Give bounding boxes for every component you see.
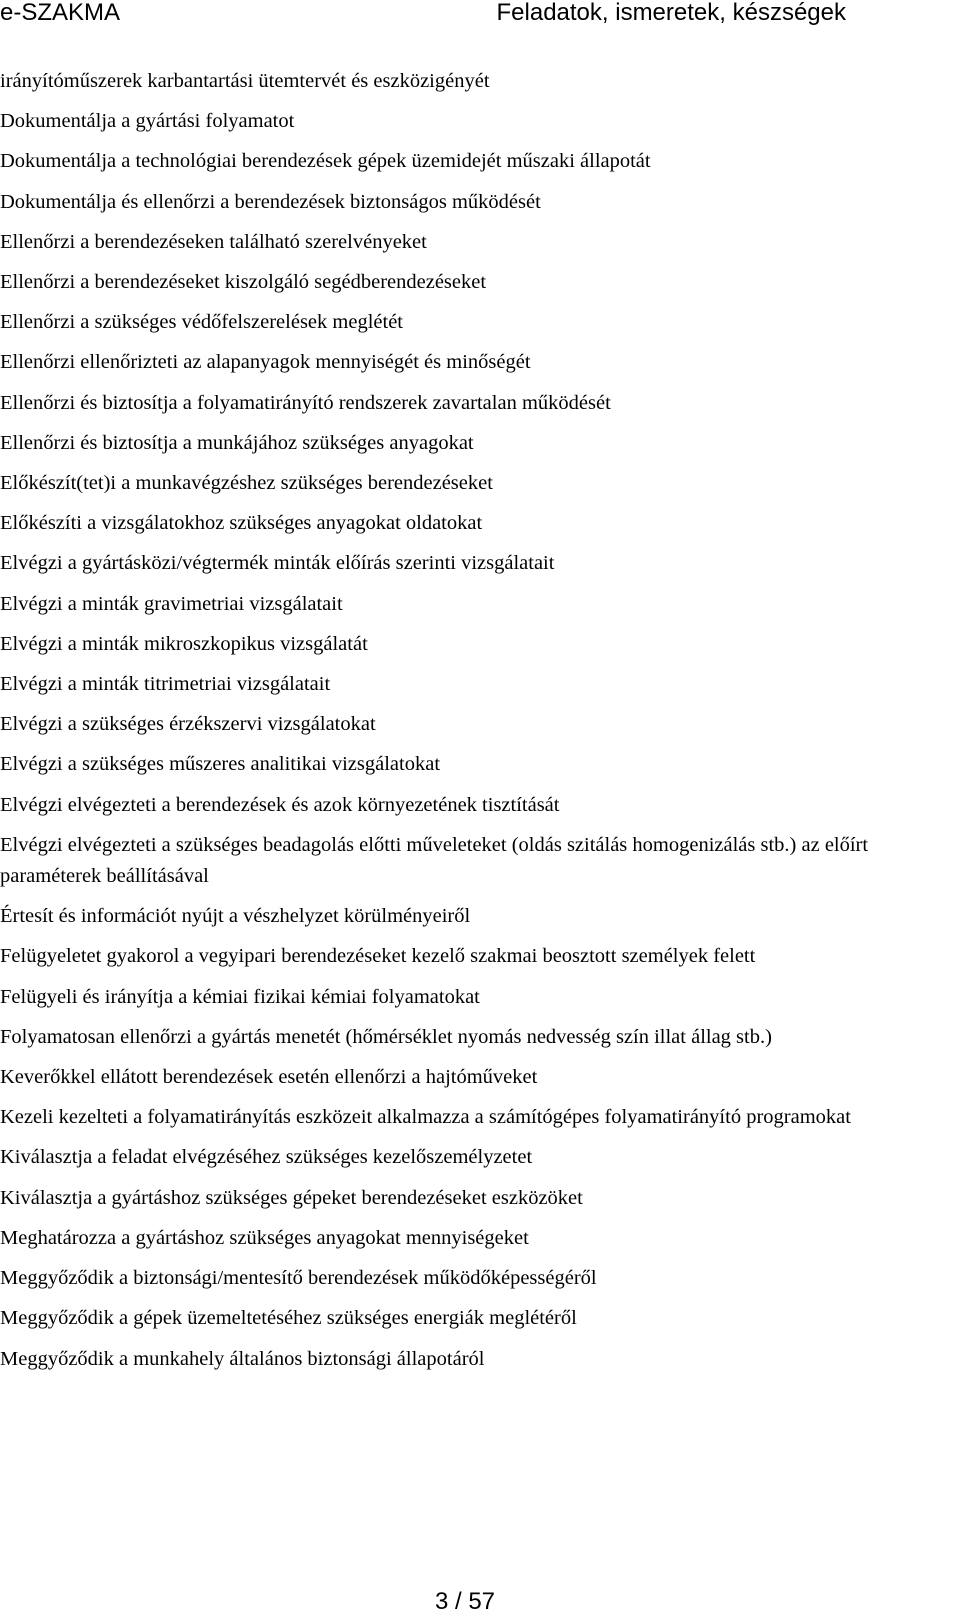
task-item: Meggyőződik a munkahely általános biztonsági állapotáról: [0, 1347, 485, 1370]
task-item: Ellenőrzi és biztosítja a munkájához szükséges anyagokat: [0, 431, 474, 454]
task-item: Felügyeli és irányítja a kémiai fizikai kémiai folyamatokat: [0, 985, 480, 1008]
task-item: Elvégzi a szükséges műszeres analitikai vizsgálatokat: [0, 753, 441, 776]
task-item: Elvégzi a minták gravimetriai vizsgálatait: [0, 592, 343, 615]
task-item: Elvégzi elvégezteti a berendezések és azok környezetének tisztítását: [0, 793, 560, 816]
task-item: Ellenőrzi és biztosítja a folyamatirányító rendszerek zavartalan működését: [0, 391, 611, 414]
page-header: [0, 0, 960, 40]
task-item: Elvégzi a minták titrimetriai vizsgálatait: [0, 673, 331, 696]
task-item: Előkészít(tet)i a munkavégzéshez szükséges berendezéseket: [0, 472, 493, 495]
task-list: [0, 66, 945, 1384]
header-brand: e-SZAKMA: [0, 0, 121, 26]
page-number: 3 / 57: [434, 1588, 496, 1615]
task-item: Kezeli kezelteti a folyamatirányítás eszközeit alkalmazza a számítógépes folyamatirányító programokat: [0, 1106, 851, 1129]
task-item: Felügyeletet gyakorol a vegyipari berendezéseket kezelő szakmai beosztott személyek felett: [0, 945, 756, 968]
task-item: Elvégzi a szükséges érzékszervi vizsgálatokat: [0, 713, 376, 736]
task-item: Előkészíti a vizsgálatokhoz szükséges anyagokat oldatokat: [0, 512, 483, 535]
task-item: Ellenőrzi a berendezéseken található szerelvényeket: [0, 230, 427, 253]
task-item: Elvégzi a gyártásközi/végtermék minták előírás szerinti vizsgálatait: [0, 552, 555, 575]
header-section-title: Feladatok, ismeretek, készségek: [496, 0, 846, 26]
task-item: Kiválasztja a gyártáshoz szükséges gépeket berendezéseket eszközöket: [0, 1186, 583, 1209]
task-item: Értesít és információt nyújt a vészhelyzet körülményeiről: [0, 905, 471, 928]
task-item: Meggyőződik a gépek üzemeltetéséhez szükséges energiák meglétéről: [0, 1307, 577, 1330]
task-item: Dokumentálja a gyártási folyamatot: [0, 110, 295, 133]
task-item: Ellenőrzi a berendezéseket kiszolgáló segédberendezéseket: [0, 271, 487, 294]
task-item: irányítóműszerek karbantartási ütemtervét és eszközigényét: [0, 70, 490, 92]
task-item: Ellenőrzi ellenőrizteti az alapanyagok mennyiségét és minőségét: [0, 351, 531, 374]
task-item: Meggyőződik a biztonsági/mentesítő berendezések működőképességéről: [0, 1267, 597, 1290]
task-item: Elvégzi a minták mikroszkopikus vizsgálatát: [0, 632, 368, 655]
task-item: Kiválasztja a feladat elvégzéséhez szükséges kezelőszemélyzetet: [0, 1146, 533, 1169]
task-item: Folyamatosan ellenőrzi a gyártás menetét (hőmérséklet nyomás nedvesség szín illat állag stb.): [0, 1025, 772, 1048]
task-item: Meghatározza a gyártáshoz szükséges anyagokat mennyiségeket: [0, 1226, 529, 1249]
task-item: Keverőkkel ellátott berendezések esetén ellenőrzi a hajtóműveket: [0, 1066, 538, 1089]
task-item: Dokumentálja a technológiai berendezések gépek üzemidejét műszaki állapotát: [0, 150, 651, 173]
task-item: Dokumentálja és ellenőrzi a berendezések biztonságos működését: [0, 190, 541, 213]
task-item: Elvégzi elvégezteti a szükséges beadagolás előtti műveleteket (oldás szitálás homogenizálás stb.) az előírt paraméterek beállításával: [0, 833, 869, 888]
task-item: Ellenőrzi a szükséges védőfelszerelések meglétét: [0, 311, 403, 334]
